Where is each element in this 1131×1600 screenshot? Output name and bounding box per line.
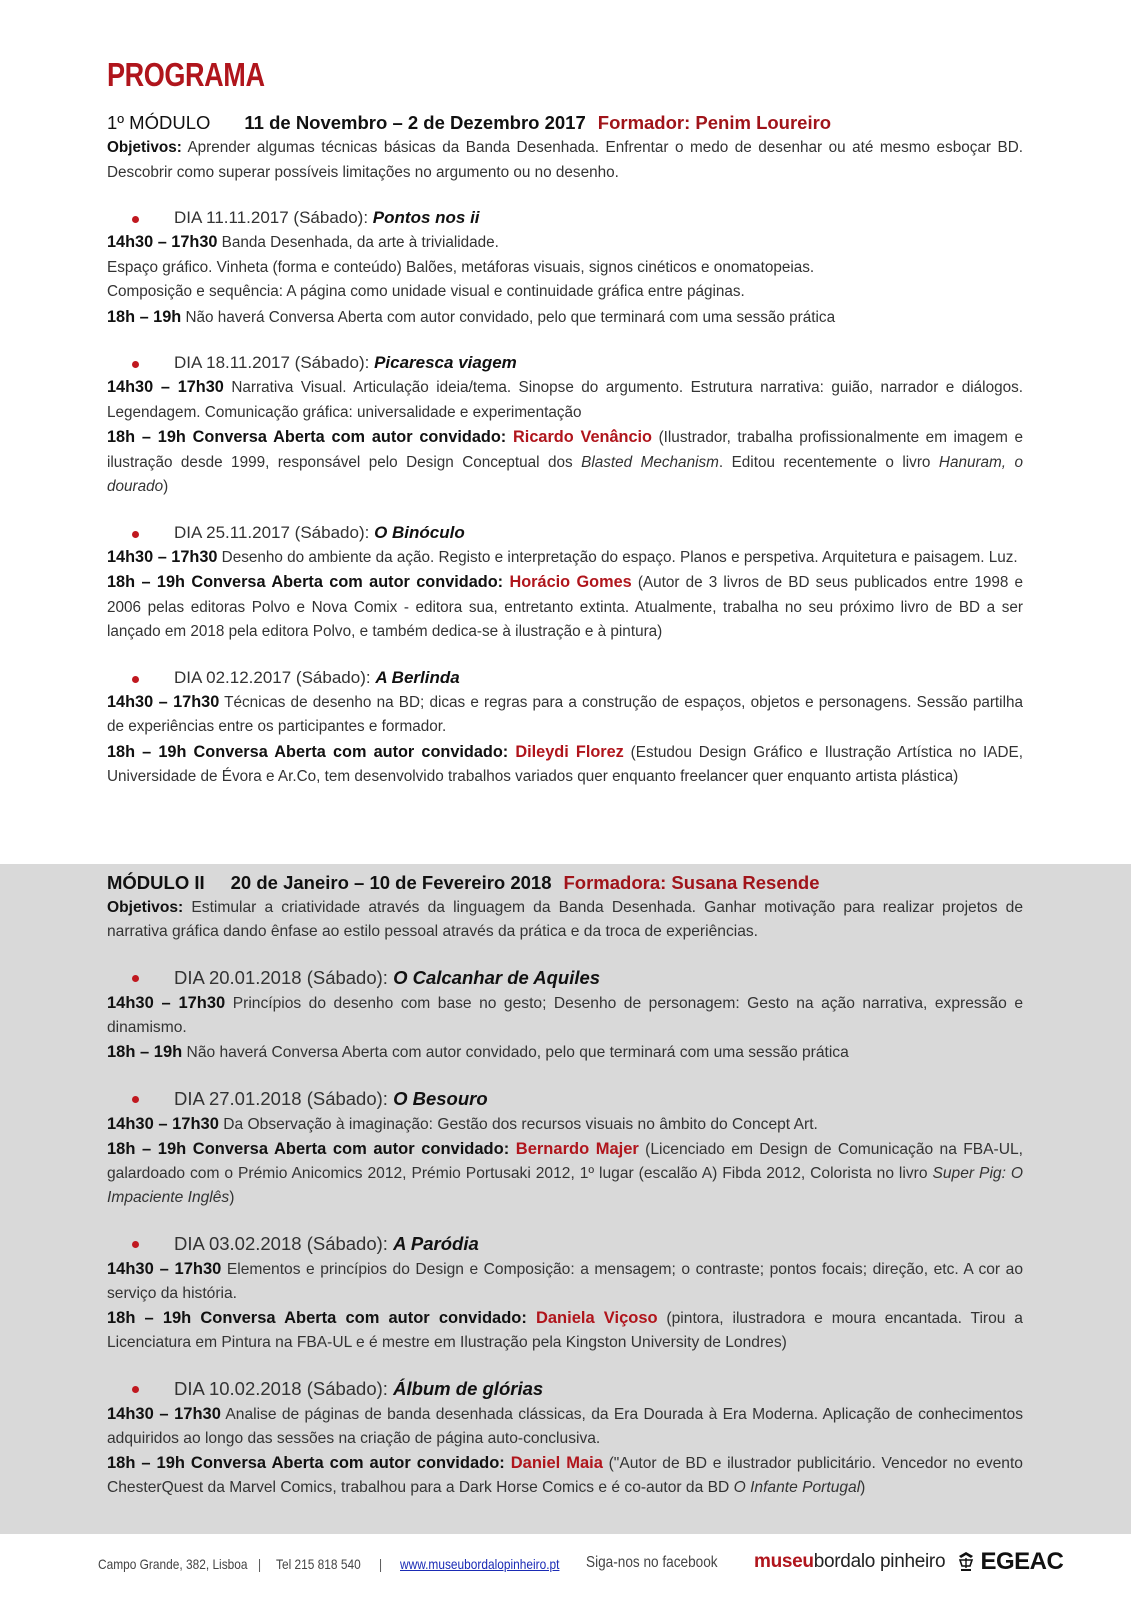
conversation-label: 18h – 19h Conversa Aberta com autor convidado: bbox=[107, 742, 516, 761]
session-day bbox=[107, 205, 1023, 230]
guest-bio: (Ilustrador, trabalha profissionalmente em imagem e ilustração desde 1999, responsável pelo Design Conceptual dos bbox=[107, 429, 1023, 471]
module-header bbox=[107, 110, 1023, 136]
session-description: Técnicas de desenho na BD; dicas e regras para a construção de espaços, objetos e personagens. Sessão partilha de experiências entre os participantes e formador. bbox=[107, 693, 1023, 735]
session-date: DIA 10.02.2018 (Sábado): bbox=[174, 1378, 394, 1399]
session-conversation bbox=[107, 1451, 1023, 1500]
session-description: Desenho do ambiente da ação. Registo e interpretação do espaço. Planos e perspetiva. Arquitetura e paisagem. Luz. bbox=[217, 548, 1018, 566]
session-date: DIA 18.11.2017 (Sábado): bbox=[174, 353, 375, 372]
session-title: Picaresca viagem bbox=[374, 353, 517, 372]
conversation-text: Não haverá Conversa Aberta com autor convidado, pelo que terminará com uma sessão prática bbox=[182, 1044, 849, 1061]
session-time: 14h30 – 17h30 bbox=[107, 994, 226, 1012]
session-date: DIA 25.11.2017 (Sábado): bbox=[174, 522, 375, 542]
session-date: DIA 11.11.2017 (Sábado): bbox=[174, 208, 373, 227]
egeac-logo bbox=[956, 1548, 1063, 1576]
session-description: Banda Desenhada, da arte à trivialidade. bbox=[217, 234, 499, 251]
session-time: 14h30 – 17h30 bbox=[107, 233, 218, 251]
footer-phone: Tel 215 818 540 bbox=[276, 1556, 361, 1572]
guest-bio-italic: O Infante Portugal bbox=[733, 1479, 861, 1496]
bullet-icon bbox=[132, 1096, 139, 1103]
session-item bbox=[107, 520, 1023, 645]
session-title: A Berlinda bbox=[375, 667, 460, 687]
session-item bbox=[107, 1375, 1023, 1500]
module-1 bbox=[107, 110, 1023, 790]
session-item bbox=[107, 350, 1023, 500]
objectives-label: Objetivos: bbox=[107, 139, 182, 156]
module-name: 1º MÓDULO bbox=[107, 112, 211, 133]
session-conversation bbox=[107, 1040, 1023, 1065]
module-header bbox=[107, 870, 1023, 896]
museu-bordalo-logo bbox=[754, 1551, 945, 1573]
session-description: Narrativa Visual. Articulação ideia/tema. Sinopse do argumento. Estrutura narrativa: guião, narrador e diálogos. Legendagem. Comunicação gráfica: universalidade e experimentação bbox=[107, 379, 1023, 421]
session-day bbox=[107, 520, 1023, 545]
session-item bbox=[107, 205, 1023, 330]
footer-separator: | bbox=[379, 1556, 383, 1572]
session-time: 14h30 – 17h30 bbox=[107, 547, 218, 566]
page-title: PROGRAMA bbox=[107, 56, 265, 93]
footer-address: Campo Grande, 382, Lisboa bbox=[98, 1556, 248, 1572]
session-item bbox=[107, 964, 1023, 1065]
session-day bbox=[107, 665, 1023, 690]
session-description: Elementos e princípios do Design e Composição: a mensagem; o contraste; pontos focais; direção, etc. A cor ao serviço da história. bbox=[107, 1261, 1023, 1302]
objectives-text: Aprender algumas técnicas básicas da Banda Desenhada. Enfrentar o medo de desenhar ou até mesmo esboçar BD. Descobrir como superar possíveis limitações no argumento ou no desenho. bbox=[107, 139, 1023, 181]
session-time: 14h30 – 17h30 bbox=[107, 1115, 219, 1133]
guest-name: Dileydi Florez bbox=[515, 742, 624, 761]
session-conversation bbox=[107, 570, 1023, 645]
session-workshop bbox=[107, 1112, 1023, 1137]
session-title: A Paródia bbox=[393, 1233, 479, 1254]
guest-bio: ("Autor de BD e ilustrador publicitário. Vencedor no evento ChesterQuest da Marvel Comics, trabalhou para a Dark Horse Comics e é co-autor da BD bbox=[107, 1455, 1023, 1496]
guest-bio: ) bbox=[229, 1189, 235, 1206]
objectives-text: Estimular a criatividade através da linguagem da Banda Desenhada. Ganhar motivação para realizar projetos de narrativa gráfica dando ênfase ao estilo pessoal através da prática e da troca de experiências. bbox=[107, 899, 1023, 940]
guest-bio: (Licenciado em Design de Comunicação na FBA-UL, galardoado com o Prémio Anicomics 2012, Prémio Portusaki 2012, 1º lugar (escalão A) Fibda 2012, Colorista no livro bbox=[107, 1141, 1023, 1182]
session-workshop bbox=[107, 1257, 1023, 1306]
guest-name: Daniela Viçoso bbox=[535, 1309, 658, 1327]
guest-bio: (pintora, ilustradora e moura encantada. Tirou a Licenciatura em Pintura na FBA-UL e é mestre em Ilustração pela Kingston University de Londres) bbox=[107, 1310, 1023, 1351]
session-item bbox=[107, 1230, 1023, 1355]
logo-text-museu: museu bbox=[754, 1551, 814, 1572]
conversation-label: 18h – 19h Conversa Aberta com autor convidado: bbox=[107, 573, 510, 591]
footer-website-link[interactable]: www.museubordalopinheiro.pt bbox=[400, 1556, 560, 1572]
session-description: Da Observação à imaginação: Gestão dos recursos visuais no âmbito do Concept Art. bbox=[218, 1116, 818, 1133]
guest-name: Daniel Maia bbox=[510, 1454, 603, 1472]
guest-bio: . Editou recentemente o livro bbox=[718, 453, 939, 471]
objectives-label: Objetivos: bbox=[107, 899, 184, 916]
conversation-label: 18h – 19h Conversa Aberta com autor convidado: bbox=[107, 428, 514, 446]
bullet-icon bbox=[132, 361, 139, 368]
module-objectives bbox=[107, 896, 1023, 944]
conversation-label: 18h – 19h Conversa Aberta com autor convidado: bbox=[107, 1140, 516, 1158]
bullet-icon bbox=[132, 216, 139, 223]
session-day bbox=[107, 964, 1023, 991]
session-date: DIA 20.01.2018 (Sábado): bbox=[174, 967, 394, 988]
logo-text-egeac: EGEAC bbox=[980, 1548, 1064, 1575]
session-description: Analise de páginas de banda desenhada clássicas, da Era Dourada à Era Moderna. Aplicação de conhecimentos adquiridos ao longo das sessões na criação de página auto-conclusiva. bbox=[107, 1406, 1023, 1447]
conversation-time: 18h – 19h bbox=[107, 1043, 183, 1061]
session-extra: Espaço gráfico. Vinheta (forma e conteúdo) Balões, metáforas visuais, signos cinéticos e onomatopeias. bbox=[107, 258, 815, 276]
session-extra: Composição e sequência: A página como unidade visual e continuidade gráfica entre páginas. bbox=[107, 283, 745, 300]
session-title: Pontos nos ii bbox=[372, 208, 480, 227]
session-time: 14h30 – 17h30 bbox=[107, 1405, 221, 1423]
session-conversation bbox=[107, 425, 1023, 500]
bullet-icon bbox=[132, 975, 139, 982]
session-date: DIA 27.01.2018 (Sábado): bbox=[174, 1088, 394, 1109]
session-title: O Besouro bbox=[393, 1088, 488, 1109]
session-date: DIA 02.12.2017 (Sábado): bbox=[174, 667, 376, 687]
session-workshop bbox=[107, 545, 1023, 571]
session-day bbox=[107, 350, 1023, 375]
session-title: O Calcanhar de Aquiles bbox=[393, 967, 601, 988]
footer-facebook-link[interactable]: Siga-nos no facebook bbox=[586, 1554, 718, 1571]
footer-separator: | bbox=[258, 1556, 262, 1572]
module-2 bbox=[107, 870, 1023, 1500]
session-conversation bbox=[107, 1137, 1023, 1210]
guest-bio: ) bbox=[163, 478, 169, 495]
session-item bbox=[107, 1085, 1023, 1210]
conversation-label: 18h – 19h Conversa Aberta com autor convidado: bbox=[107, 1309, 536, 1327]
guest-bio: (Autor de 3 livros de BD seus publicados entre 1998 e 2006 pelas editoras Polvo e Nova Comix - editora sua, entretanto extinta. Atualmente, trabalha no seu próximo livro de BD a ser lançado em 2018 pela editora Polvo, e também dedica-se à ilustração e à pintura) bbox=[107, 574, 1023, 640]
bullet-icon bbox=[132, 531, 139, 538]
session-title: Álbum de glórias bbox=[393, 1378, 544, 1399]
session-day bbox=[107, 1375, 1023, 1402]
conversation-label: 18h – 19h Conversa Aberta com autor convidado: bbox=[107, 1454, 511, 1472]
guest-bio-italic: Hanuram, o dourado bbox=[107, 453, 1024, 495]
session-day bbox=[107, 1085, 1023, 1112]
session-item bbox=[107, 665, 1023, 790]
session-day bbox=[107, 1230, 1023, 1257]
guest-bio: ) bbox=[860, 1479, 866, 1496]
session-conversation bbox=[107, 740, 1023, 790]
session-workshop bbox=[107, 375, 1023, 425]
module-trainer: Formadora: Susana Resende bbox=[563, 872, 820, 893]
session-time: 14h30 – 17h30 bbox=[107, 692, 220, 711]
session-workshop bbox=[107, 690, 1023, 740]
module-dates: 11 de Novembro – 2 de Dezembro 2017 bbox=[244, 112, 586, 133]
module-name: MÓDULO II bbox=[107, 872, 205, 893]
session-workshop bbox=[107, 230, 1023, 256]
guest-bio-italic: Blasted Mechanism bbox=[581, 453, 719, 471]
lisboa-coat-of-arms-icon bbox=[956, 1550, 976, 1574]
session-workshop bbox=[107, 991, 1023, 1040]
session-title: O Binóculo bbox=[374, 522, 465, 542]
logo-text-bordalo: bordalo pinheiro bbox=[813, 1551, 946, 1572]
guest-name: Ricardo Venâncio bbox=[513, 428, 652, 446]
guest-name: Horácio Gomes bbox=[509, 573, 632, 591]
guest-bio: (Estudou Design Gráfico e Ilustração Artística no IADE, Universidade de Évora e Ar.Co, tem desenvolvido trabalhos variados quer enquanto freelancer quer enquanto artista plástica) bbox=[107, 743, 1023, 785]
session-description: Princípios do desenho com base no gesto; Desenho de personagem: Gesto na ação narrativa, expressão e dinamismo. bbox=[107, 995, 1023, 1036]
guest-name: Bernardo Majer bbox=[515, 1140, 639, 1158]
bullet-icon bbox=[132, 1241, 139, 1248]
bullet-icon bbox=[132, 1386, 139, 1393]
module-objectives bbox=[107, 136, 1023, 185]
module-trainer: Formador: Penim Loureiro bbox=[597, 112, 832, 133]
guest-bio-italic: Super Pig: O Impaciente Inglês bbox=[107, 1165, 1023, 1206]
conversation-text: Não haverá Conversa Aberta com autor convidado, pelo que terminará com uma sessão prática bbox=[181, 308, 836, 326]
bullet-icon bbox=[132, 676, 139, 683]
conversation-time: 18h – 19h bbox=[107, 307, 182, 326]
session-time: 14h30 – 17h30 bbox=[107, 378, 224, 396]
session-date: DIA 03.02.2018 (Sábado): bbox=[174, 1233, 394, 1254]
session-time: 14h30 – 17h30 bbox=[107, 1260, 222, 1278]
session-conversation bbox=[107, 1306, 1023, 1355]
module-dates: 20 de Janeiro – 10 de Fevereiro 2018 bbox=[230, 872, 552, 893]
session-conversation bbox=[107, 305, 1023, 331]
page-footer bbox=[98, 1548, 1078, 1588]
session-workshop bbox=[107, 1402, 1023, 1451]
